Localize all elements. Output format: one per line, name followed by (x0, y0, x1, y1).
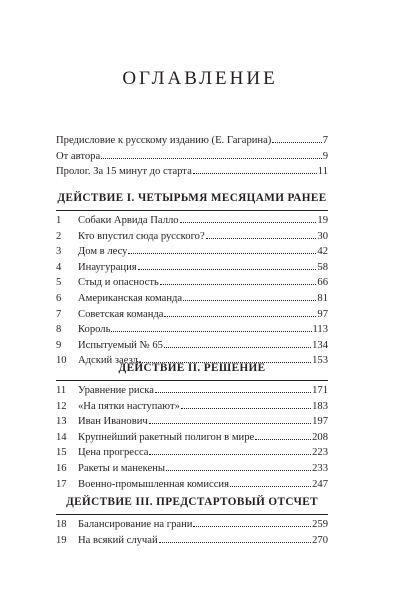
chapter-label: Кто впустил сюда русского? (78, 230, 205, 242)
dot-leader (193, 172, 317, 174)
chapter-label: Советская команда (78, 308, 164, 320)
dot-leader (180, 221, 317, 223)
chapter-number: 17 (56, 478, 67, 490)
chapter-number: 4 (56, 261, 62, 273)
dot-leader (272, 141, 321, 143)
chapter-label: Иван Иванович (78, 416, 148, 428)
toc-entry (56, 164, 328, 180)
chapter-entry (56, 399, 328, 415)
chapter-entry (56, 307, 328, 323)
chapter-entry (56, 517, 328, 533)
chapter-page: 19 (317, 215, 328, 226)
chapter-number: 2 (56, 230, 62, 242)
chapter-number: 5 (56, 277, 62, 289)
chapter-label: Крупнейший ракетный полигон в мире (78, 431, 255, 443)
dot-leader (193, 525, 311, 527)
section-rule (56, 514, 328, 515)
chapter-entry (56, 533, 328, 549)
chapter-label: Король (78, 324, 111, 336)
chapter-entry (56, 338, 328, 354)
chapter-page: 97 (317, 308, 328, 320)
toc-entry (56, 149, 328, 165)
chapter-page: 233 (312, 462, 328, 474)
entry-page: 7 (322, 135, 328, 146)
chapter-number: 6 (56, 292, 62, 304)
chapter-entry (56, 383, 328, 399)
chapter-page: 208 (312, 431, 328, 443)
chapter-label: «На пятки наступают» (78, 400, 180, 412)
chapter-label: Инаугурация (78, 261, 137, 273)
chapter-page: 134 (312, 339, 328, 351)
chapter-label: Цена прогресса (78, 447, 149, 459)
dot-leader (181, 407, 311, 409)
section-act-3 (56, 495, 328, 548)
chapter-number: 9 (56, 339, 62, 351)
chapter-page: 183 (312, 400, 328, 412)
chapter-entry (56, 244, 328, 260)
dot-leader (183, 299, 316, 301)
page-title: ОГЛАВЛЕНИЕ (122, 68, 278, 89)
section-rule (56, 380, 328, 381)
section-act-1 (56, 191, 328, 369)
chapter-page: 58 (317, 261, 328, 273)
entry-label: От автора (56, 150, 101, 162)
section-heading: ДЕЙСТВИЕ I. ЧЕТЫРЬМЯ МЕСЯЦАМИ РАНЕЕ (57, 192, 327, 204)
chapter-entry (56, 477, 328, 493)
chapter-number: 13 (56, 416, 67, 428)
chapter-label: Дом в лесу (78, 246, 128, 258)
chapter-entry (56, 461, 328, 477)
section-rule (56, 210, 328, 211)
dot-leader (166, 469, 311, 471)
chapter-entry (56, 291, 328, 307)
chapter-page: 42 (317, 246, 328, 258)
chapter-number: 11 (56, 385, 67, 396)
chapter-page: 81 (317, 292, 328, 304)
toc-entry (56, 133, 328, 149)
chapter-entry (56, 322, 328, 338)
chapter-label: Американская команда (78, 292, 183, 304)
chapter-number: 18 (56, 519, 67, 530)
dot-leader (101, 157, 322, 159)
chapter-entry (56, 275, 328, 291)
chapter-number: 1 (56, 215, 62, 226)
chapter-label: Военно-промышленная комиссия (78, 478, 229, 490)
chapter-page: 113 (312, 324, 328, 336)
chapter-label: Уравнение риска (78, 385, 154, 396)
chapter-entry (56, 229, 328, 245)
entry-page: 11 (317, 166, 328, 178)
section-act-2 (56, 361, 328, 492)
chapter-page: 270 (312, 534, 328, 546)
dot-leader (164, 346, 311, 348)
chapter-entry (56, 213, 328, 229)
chapter-number: 12 (56, 400, 67, 412)
dot-leader (206, 237, 317, 239)
chapter-number: 19 (56, 534, 67, 546)
dot-leader (155, 391, 311, 393)
dot-leader (230, 485, 311, 487)
section-heading: ДЕЙСТВИЕ II. РЕШЕНИЕ (118, 362, 266, 374)
chapter-number: 10 (56, 355, 67, 367)
chapter-page: 223 (312, 447, 328, 459)
chapter-number: 16 (56, 462, 67, 474)
chapter-entry (56, 430, 328, 446)
entry-page: 9 (322, 150, 328, 162)
dot-leader (149, 422, 311, 424)
chapter-page: 66 (317, 277, 328, 289)
dot-leader (149, 453, 311, 455)
chapter-label: Адский заезд (78, 355, 138, 367)
front-matter-list (56, 133, 328, 180)
dot-leader (255, 438, 311, 440)
chapter-number: 15 (56, 447, 67, 459)
chapter-page: 197 (312, 416, 328, 428)
chapter-number: 14 (56, 431, 67, 443)
chapter-label: На всякий случай (78, 534, 158, 546)
chapter-page: 247 (312, 478, 328, 490)
section-heading: ДЕЙСТВИЕ III. ПРЕДСТАРТОВЫЙ ОТСЧЕТ (66, 496, 318, 508)
chapter-number: 8 (56, 324, 62, 336)
dot-leader (138, 268, 317, 270)
dot-leader (159, 541, 311, 543)
chapter-page: 153 (312, 355, 328, 367)
chapter-page: 171 (312, 385, 328, 396)
entry-label: Пролог. За 15 минут до старта (56, 166, 192, 178)
dot-leader (160, 283, 317, 285)
dot-leader (164, 315, 316, 317)
chapter-label: Испытуемый № 65 (78, 339, 163, 351)
chapter-label: Балансирование на грани (78, 519, 193, 530)
dot-leader (128, 252, 316, 254)
chapter-label: Собаки Арвида Палло (78, 215, 179, 226)
chapter-page: 259 (312, 519, 328, 530)
chapter-number: 3 (56, 246, 62, 258)
chapter-entry (56, 260, 328, 276)
chapter-page: 30 (317, 230, 328, 242)
chapter-label: Стыд и опасность (78, 277, 159, 289)
chapter-entry (56, 414, 328, 430)
dot-leader (111, 330, 311, 332)
entry-label: Предисловие к русскому изданию (Е. Гагарина) (56, 135, 272, 146)
chapter-label: Ракеты и манекены (78, 462, 165, 474)
chapter-number: 7 (56, 308, 62, 320)
chapter-entry (56, 445, 328, 461)
